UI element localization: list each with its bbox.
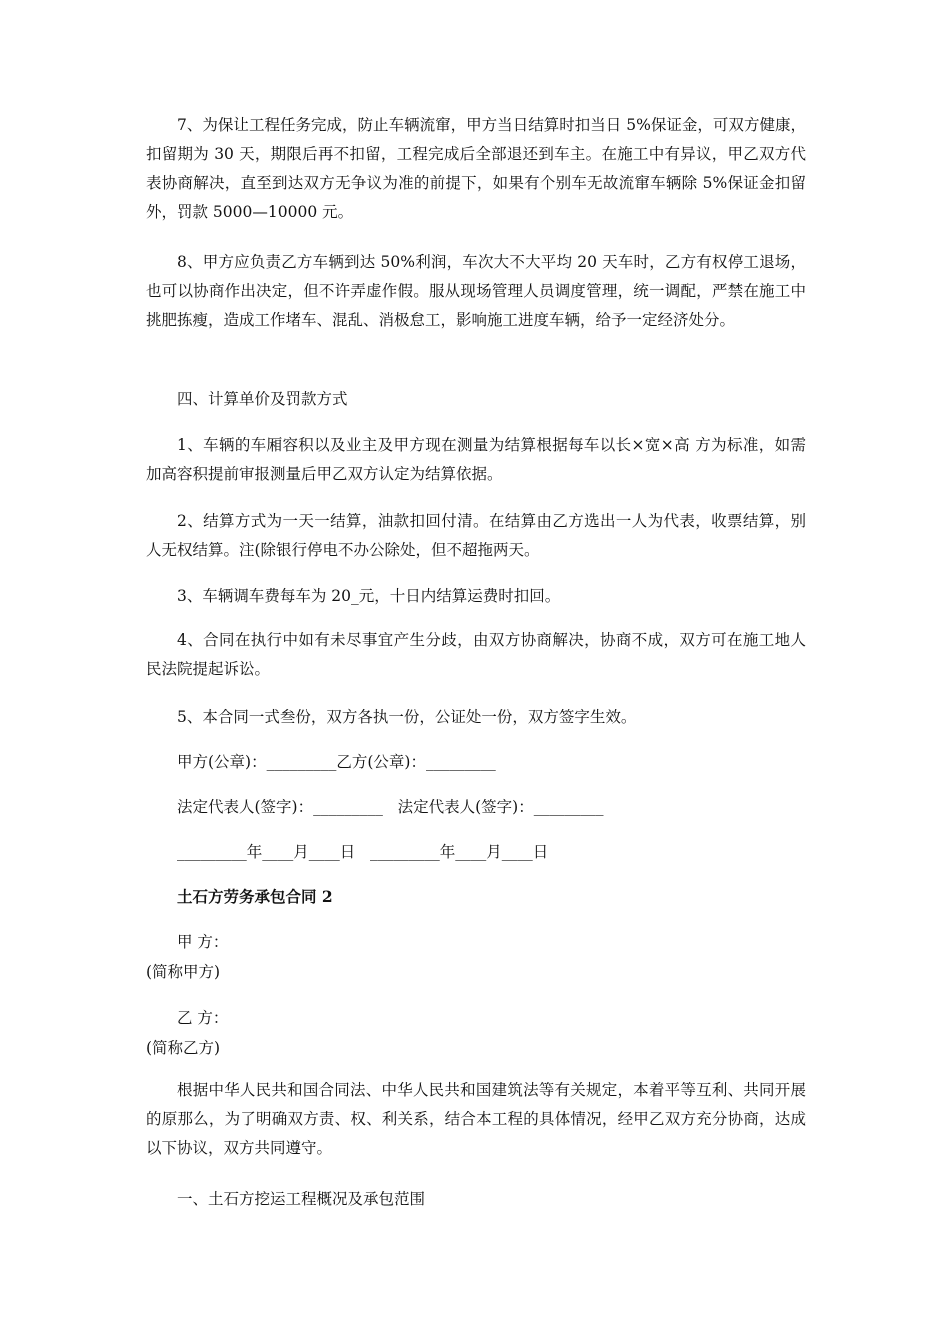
contract-2-title: 土石方劳务承包合同 2 — [177, 887, 333, 906]
preamble-paragraph: 根据中华人民共和国合同法、中华人民共和国建筑法等有关规定，本着平等互利、共同开展的原那么，为了明确双方责、权、利关系，结合本工程的具体情况，经甲乙双方充分协商，达成以下协议，双方共同遵守。 — [146, 1081, 806, 1157]
section-1-heading: 一、土石方挖运工程概况及承包范围 — [177, 1190, 426, 1208]
clause-8: 8、甲方应负责乙方车辆到达 50%利润，车次大不大平均 20 天车时，乙方有权停工退场，也可以协商作出决定，但不许弄虚作假。服从现场管理人员调度管理，统一调配，严禁在施工中挑肥拣瘦，造成工作堵车、混乱、消极怠工，影响施工进度车辆，给予一定经济处分。 — [146, 253, 806, 329]
party-b-label: 乙 方： — [177, 1009, 229, 1027]
item-2: 2、结算方式为一天一结算，油款扣回付清。在结算由乙方选出一人为代表，收票结算，别人无权结算。注(除银行停电不办公除处，但不超拖两天。 — [146, 512, 806, 559]
item-4: 4、合同在执行中如有未尽事宜产生分歧，由双方协商解决，协商不成，双方可在施工地人民法院提起诉讼。 — [146, 631, 806, 678]
section-4-heading: 四、计算单价及罚款方式 — [177, 390, 348, 408]
signature-date-line: _________年____月____日 _________年____月____日 — [177, 843, 549, 861]
signature-representative-line: 法定代表人(签字)：_________ 法定代表人(签字)：_________ — [177, 798, 604, 816]
party-a-label: 甲 方： — [177, 933, 229, 951]
clause-7: 7、为保让工程任务完成，防止车辆流窜，甲方当日结算时扣当日 5%保证金，可双方健康，扣留期为 30 天，期限后再不扣留，工程完成后全部退还到车主。在施工中有异议，甲乙双方代表协商解决，直至到达双方无争议为准的前提下，如果有个别车无故流窜车辆除 5%保证金扣留外，罚款 5000—10000 元。 — [146, 116, 806, 221]
party-b-abbreviation: (简称乙方) — [146, 1039, 221, 1057]
item-5: 5、本合同一式叁份，双方各执一份，公证处一份，双方签字生效。 — [177, 708, 637, 726]
item-3: 3、车辆调车费每车为 20_元，十日内结算运费时扣回。 — [177, 587, 561, 605]
item-1: 1、车辆的车厢容积以及业主及甲方现在测量为结算根据每车以长×宽×高 方为标准，如需加高容积提前审报测量后甲乙双方认定为结算依据。 — [146, 436, 806, 483]
signature-party-line: 甲方(公章)：_________乙方(公章)：_________ — [177, 753, 496, 771]
party-a-abbreviation: (简称甲方) — [146, 963, 221, 981]
